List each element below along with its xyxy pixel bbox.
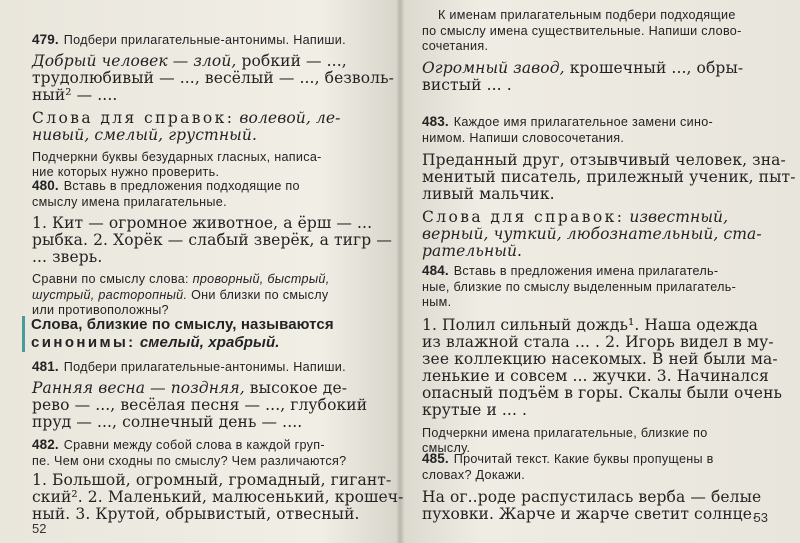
exercise-task: пе. Чем они сходны по смыслу? Чем различаются? — [32, 453, 347, 468]
example-pair: Ранняя весна — поздняя, — [32, 378, 245, 397]
exercise-task: ным. — [422, 295, 452, 309]
exercise-task: по смыслу имена существительные. Напиши слово- — [422, 23, 742, 38]
exercise-number: 482. — [32, 437, 59, 452]
rule-box — [22, 316, 378, 352]
text-line: 1. Полил сильный дождь¹. Наша одежда — [422, 315, 758, 334]
exercise-number: 485. — [422, 451, 449, 466]
reference-words: верный, чуткий, любознательный, ста- — [422, 225, 762, 243]
text-line: зее коллекцию насекомых. В ней были ма- — [422, 349, 778, 368]
exercise-task: смыслу имена прилагательные. — [32, 194, 227, 209]
exercise-task: Прочитай текст. Какие буквы пропущены в — [453, 452, 714, 466]
exercise-number: 479. — [32, 32, 59, 47]
task-text: ние которых нужно проверить. — [32, 165, 220, 179]
text-line: Преданный друг, отзывчивый человек, зна- — [422, 151, 786, 169]
example-pair: Добрый человек — злой, — [32, 51, 237, 70]
reference-words-label: Слова для справок: — [32, 108, 235, 127]
task-text: или противоположны? — [32, 303, 169, 317]
exercise-483 — [404, 113, 800, 260]
reference-words: рательный. — [422, 242, 523, 260]
reference-words: нивый, смелый, грустный. — [32, 125, 257, 144]
rule-term: синонимы: — [31, 334, 136, 351]
compare-words: проворный, быстрый, — [192, 272, 330, 286]
exercise-task: словах? Докажи. — [422, 467, 526, 482]
text-line: высокое де- — [244, 378, 348, 397]
text-line: опасный подъём в горы. Скалы были очень — [422, 383, 783, 402]
right-page — [404, 0, 800, 543]
task-text: Они близки по смыслу — [187, 287, 329, 302]
text-line: трудолюбивый — ..., весёлый — ..., безволь- — [32, 68, 394, 87]
exercise-task: Подбери прилагательные-антонимы. Напиши. — [63, 360, 346, 374]
rule-example: смелый, храбрый. — [135, 334, 280, 351]
task-text: Подчеркни буквы безударных гласных, написа- — [32, 149, 322, 164]
reference-words: волевой, ле- — [234, 108, 341, 127]
text-line: ливый мальчик. — [422, 185, 555, 203]
text-line: ный² — .... — [32, 85, 118, 104]
text-line: ный. 3. Крутой, обрывистый, отвесный. — [32, 505, 360, 523]
exercise-485 — [404, 450, 800, 523]
example-pair: Огромный завод, — [422, 58, 565, 77]
page-number: 52 — [32, 521, 47, 536]
page-number: 53 — [753, 510, 768, 525]
exercise-number: 484. — [422, 263, 449, 278]
exercise-number: 483. — [422, 114, 449, 129]
exercise-479 — [0, 31, 396, 181]
text-line: 1. Кит — огромное животное, а ёрш — ... — [32, 214, 373, 232]
text-line: крошечный ..., обры- — [564, 58, 744, 77]
exercise-task: нимом. Напиши словосочетания. — [422, 130, 625, 145]
text-line: пруд — ..., солнечный день — .... — [32, 412, 303, 431]
exercise-task: ные, близкие по смыслу выделенным прилагатель- — [422, 279, 737, 294]
rule-text: Слова, близкие по смыслу, называются — [31, 316, 334, 333]
exercise-480 — [0, 177, 396, 319]
reference-words: известный, — [624, 208, 729, 226]
exercise-task: Вставь в предложения подходящие по — [63, 179, 300, 193]
rule-synonyms — [0, 316, 396, 352]
text-line: из влажной стала ... . 2. Игорь видел в му- — [422, 332, 774, 351]
exercise-continuation — [404, 8, 800, 94]
exercise-484 — [404, 262, 800, 457]
text-line: крутые и ... . — [422, 400, 528, 419]
exercise-task: Каждое имя прилагательное замени сино- — [453, 115, 714, 129]
text-line: менитый писатель, прилежный ученик, пыт- — [422, 168, 796, 186]
exercise-482 — [0, 436, 404, 523]
exercise-task: Подбери прилагательные-антонимы. Напиши. — [63, 33, 346, 47]
exercise-number: 481. — [32, 359, 59, 374]
text-line: ский². 2. Маленький, малюсенький, крошеч- — [32, 488, 404, 506]
text-line: рыбка. 2. Хорёк — слабый зверёк, а тигр — — [32, 231, 392, 249]
compare-words: шустрый, расторопный. — [32, 287, 188, 302]
exercise-number: 480. — [32, 178, 59, 193]
task-text: смыслу. — [422, 441, 471, 455]
reference-words-label: Слова для справок: — [422, 208, 625, 226]
text-line: 1. Большой, огромный, громадный, гигант- — [32, 471, 392, 489]
text-line: рево — ..., весёлая песня — ..., глубокий — [32, 395, 368, 414]
task-text: Подчеркни имена прилагательные, близкие по — [422, 425, 708, 440]
exercise-task: Сравни между собой слова в каждой груп- — [63, 438, 325, 452]
text-line: робкий — ..., — [236, 51, 347, 70]
exercise-task: сочетания. — [422, 39, 489, 53]
exercise-task: Вставь в предложения имена прилагатель- — [453, 264, 719, 278]
task-text: Сравни по смыслу слова: — [32, 272, 193, 286]
exercise-481 — [0, 358, 396, 431]
text-line: вистый ... . — [422, 75, 512, 94]
text-line: ... зверь. — [32, 248, 103, 266]
text-line: На ог..роде распустилась верба — белые — [422, 488, 762, 506]
text-line: пуховки. Жарче и жарче светит солнце. — [422, 505, 758, 523]
exercise-task: К именам прилагательным подбери подходящие — [438, 8, 736, 22]
text-line: ленькие и совсем ... жучки. 3. Начинался — [422, 366, 769, 385]
